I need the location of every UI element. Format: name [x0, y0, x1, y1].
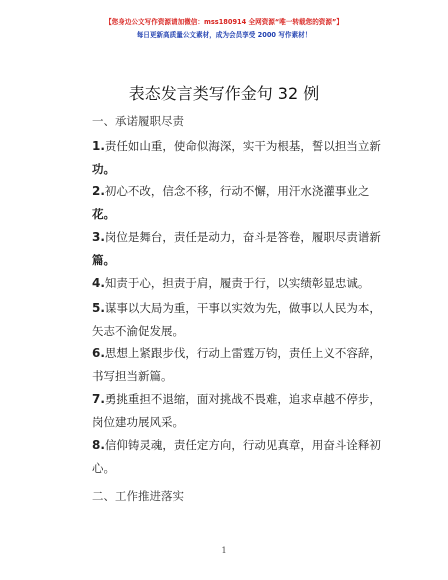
page-title: 表态发言类写作金句 32 例 [128, 84, 320, 103]
item-line-1 [92, 135, 392, 158]
item-number: 4. [92, 276, 105, 290]
list-item-1 [92, 135, 392, 181]
item-number: 2. [92, 184, 105, 198]
item-line-2: 功。 [92, 162, 115, 176]
item-line-1 [92, 272, 392, 295]
item-number: 7. [92, 392, 105, 406]
item-line-1 [92, 226, 392, 249]
item-number: 3. [92, 230, 105, 244]
list-item-2 [92, 180, 392, 226]
list-item-6 [92, 342, 392, 388]
item-text: 责任如山重，使命似海深，实干为根基，誓以担当立新 [104, 139, 381, 153]
item-text: 谋事以大局为重，干事以实效为先，做事以人民为本， [104, 301, 381, 315]
item-line-1 [92, 388, 392, 411]
item-text: 知责于心，担责于肩，履责于行，以实绩彰显忠诚。 [104, 276, 370, 290]
item-line-2: 岗位建功展风采。 [92, 415, 184, 429]
item-line-2: 篇。 [92, 253, 115, 267]
item-line-2: 矢志不渝促发展。 [92, 324, 184, 338]
promo-banner-blue: 每日更新高质量公文素材，成为会员享受 2000 写作素材！ [136, 31, 312, 39]
item-number: 1. [92, 139, 105, 153]
item-line-1 [92, 297, 392, 320]
item-line-2: 书写担当新篇。 [92, 369, 173, 383]
list-item-3 [92, 226, 392, 272]
item-text: 初心不改，信念不移，行动不懈，用汗水浇灌事业之 [104, 184, 370, 198]
item-line-1 [92, 434, 392, 457]
item-number: 5. [92, 301, 105, 315]
section-heading-1: 一、承诺履职尽责 [92, 114, 184, 128]
item-line-2: 心。 [92, 461, 115, 475]
list-item-7 [92, 388, 392, 434]
item-line-2: 花。 [92, 207, 115, 221]
item-number: 6. [92, 346, 105, 360]
list-item-4 [92, 272, 392, 295]
item-number: 8. [92, 438, 105, 452]
page-number: 1 [221, 546, 227, 555]
list-item-5 [92, 297, 392, 343]
list-item-8 [92, 434, 392, 480]
item-line-1 [92, 342, 392, 365]
item-line-1 [92, 180, 392, 203]
item-text: 勇挑重担不退缩，面对挑战不畏难，追求卓越不停步， [104, 392, 381, 406]
section-heading-2: 二、工作推进落实 [92, 489, 184, 503]
item-text: 信仰铸灵魂，责任定方向，行动见真章，用奋斗诠释初 [104, 438, 381, 452]
promo-banner-red: 【您身边公文写作资源请加微信：mss180914 全网资源“唯一转载您的资源”】 [105, 18, 343, 26]
item-text: 岗位是舞台，责任是动力，奋斗是答卷，履职尽责谱新 [104, 230, 381, 244]
item-text: 思想上紧跟步伐，行动上雷霆万钧，责任上义不容辞， [104, 346, 381, 360]
